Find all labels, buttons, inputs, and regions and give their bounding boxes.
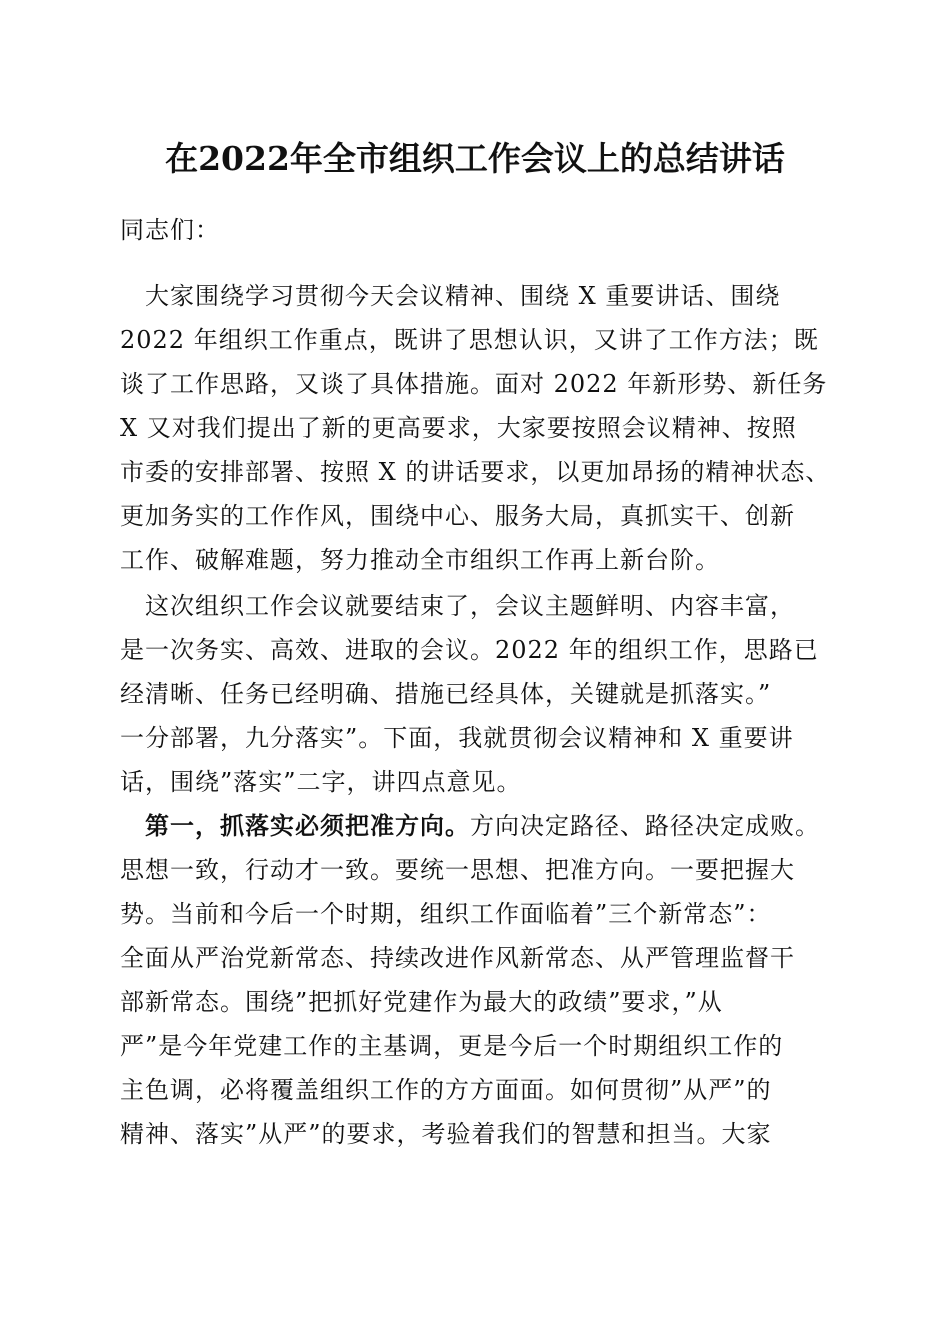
paragraph-line: 市委的安排部署、按照 X 的讲话要求，以更加昂扬的精神状态、 xyxy=(120,458,831,486)
salutation-line: 同志们： xyxy=(120,216,220,244)
paragraph-line: 工作、破解难题，努力推动全市组织工作再上新台阶。 xyxy=(120,546,720,574)
paragraph-line: 话，围绕”落实”二字，讲四点意见。 xyxy=(120,768,522,796)
paragraph-line: 势。当前和今后一个时期，组织工作面临着”三个新常态”： xyxy=(120,900,772,928)
section-heading: 第一，抓落实必须把准方向。 xyxy=(120,811,470,840)
paragraph-line: 思想一致，行动才一致。要统一思想、把准方向。一要把握大 xyxy=(120,856,795,884)
paragraph-line: 全面从严治党新常态、持续改进作风新常态、从严管理监督干 xyxy=(120,944,795,972)
paragraph-line: 精神、落实”从严”的要求，考验着我们的智慧和担当。大家 xyxy=(120,1120,772,1148)
paragraph-3 xyxy=(120,804,840,1156)
paragraph-line: 这次组织工作会议就要结束了，会议主题鲜明、内容丰富， xyxy=(120,592,795,620)
paragraph-line: 谈了工作思路，又谈了具体措施。面对 2022 年新形势、新任务 xyxy=(120,370,828,398)
paragraph-line: 部新常态。围绕”把抓好党建作为最大的政绩”要求，”从 xyxy=(120,988,723,1016)
paragraph-1 xyxy=(120,274,840,582)
paragraph-line: 更加务实的工作作风，围绕中心、服务大局，真抓实干、创新 xyxy=(120,502,795,530)
paragraph-line: 大家围绕学习贯彻今天会议精神、围绕 X 重要讲话、围绕 xyxy=(120,282,781,310)
paragraph-line: 2022 年组织工作重点，既讲了思想认识，又讲了工作方法；既 xyxy=(120,326,819,354)
paragraph-line: 经清晰、任务已经明确、措施已经具体，关键就是抓落实。” xyxy=(120,680,772,708)
paragraph-line: 主色调，必将覆盖组织工作的方方面面。如何贯彻”从严”的 xyxy=(120,1076,772,1104)
paragraph-line: 严”是今年党建工作的主基调，更是今后一个时期组织工作的 xyxy=(120,1032,784,1060)
paragraph-line: X 又对我们提出了新的更高要求，大家要按照会议精神、按照 xyxy=(120,414,797,442)
paragraph-line: 是一次务实、高效、进取的会议。2022 年的组织工作，思路已 xyxy=(120,636,819,664)
paragraph-line: 一分部署，九分落实”。下面，我就贯彻会议精神和 X 重要讲 xyxy=(120,724,794,752)
salutation xyxy=(120,208,840,252)
paragraph-line-rest: 方向决定路径、路径决定成败。 xyxy=(470,812,820,840)
document-title: 在2022年全市组织工作会议上的总结讲话 xyxy=(165,139,785,178)
paragraph-2 xyxy=(120,584,840,804)
paragraph-first-line xyxy=(120,804,840,848)
